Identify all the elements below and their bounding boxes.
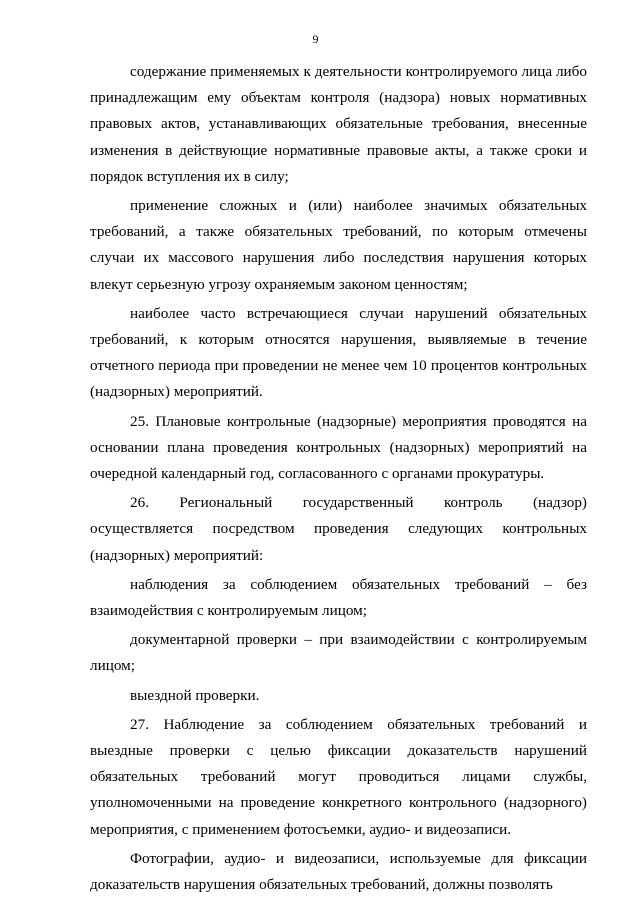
paragraph-content-changes: содержание применяемых к деятельности контролируемого лица либо принадлежащим ему объектам контроля (надзора) новых нормативных правовых актов, устанавливающих обязательные требования, внесенные изменения в действующие нормативные правовые акты, а также сроки и порядок вступления их в силу; — [90, 63, 587, 185]
paragraph-field-check: выездной проверки. — [130, 686, 260, 704]
paragraph-item-25: 25. Плановые контрольные (надзорные) мероприятия проводятся на основании плана проведения контрольных (надзорных) мероприятий на очередной календарный год, согласованного с органами прокуратуры. — [90, 412, 587, 483]
paragraph-frequent-violations: наиболее часто встречающиеся случаи нарушений обязательных требований, к которым относятся нарушения, выявляемые в течение отчетного периода при проведении не менее чем 10 процентов контрольных (надзорных) мероприятий. — [90, 304, 587, 401]
paragraph-photos: Фотографии, аудио- и видеозаписи, используемые для фиксации доказательств нарушения обязательных требований, должны позволять — [90, 849, 587, 894]
page-number: 9 — [312, 32, 319, 46]
paragraph-documentary-check: документарной проверки – при взаимодействии с контролируемым лицом; — [90, 631, 587, 675]
paragraph-observation: наблюдения за соблюдением обязательных требований – без взаимодействия с контролируемым лицом; — [90, 575, 587, 620]
paragraph-item-26: 26. Региональный государственный контроль (надзор) осуществляется посредством проведения следующих контрольных (надзорных) мероприятий: — [90, 494, 587, 564]
paragraph-complex-requirements: применение сложных и (или) наиболее значимых обязательных требований, а также обязательных требований, по которым отмечены случаи их массового нарушения либо последствия нарушения которых влекут серьезную угрозу охраняемым законом ценностям; — [90, 197, 587, 293]
paragraph-item-27: 27. Наблюдение за соблюдением обязательных требований и выездные проверки с целью фиксации доказательств нарушений обязательных требований могут проводиться лицами службы, уполномоченными на проведение конкретного контрольного (надзорного) мероприятия, с применением фотосъемки, аудио- и видеозаписи. — [90, 715, 587, 838]
document-body — [90, 59, 587, 898]
